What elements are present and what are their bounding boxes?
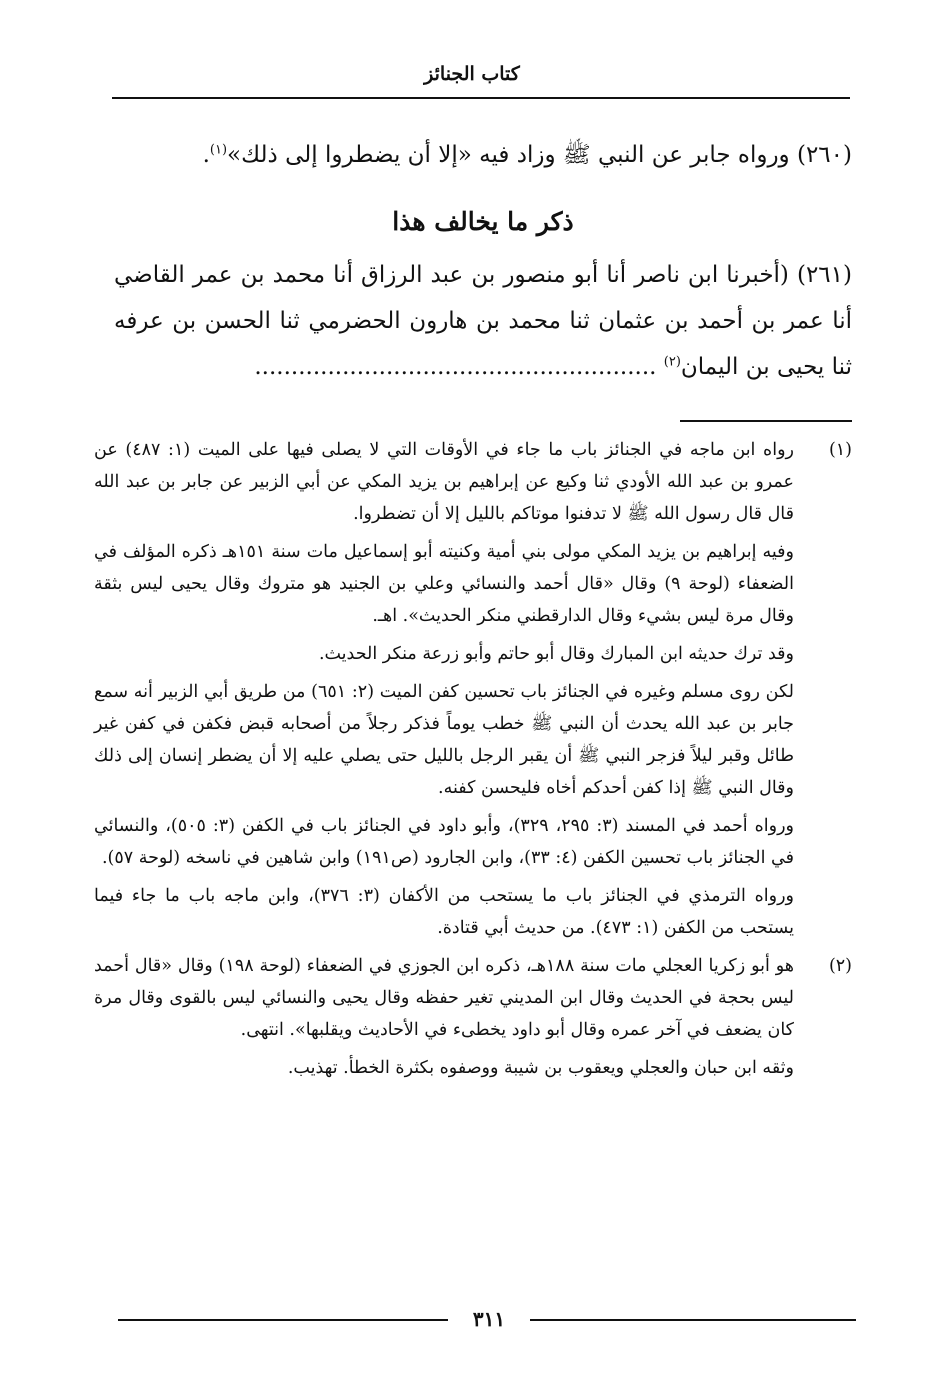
- hadith-261: [114, 252, 852, 390]
- footnote-1-para: وقد ترك حديثه ابن المبارك وقال أبو حاتم وأبو زرعة منكر الحديث.: [318, 644, 794, 664]
- header-rule: [112, 97, 850, 99]
- footnote-ref-1[interactable]: (١): [209, 142, 228, 158]
- footer-rule-left: [118, 1319, 448, 1321]
- section-heading: ذكر ما يخالف هذا: [392, 207, 574, 236]
- footnote-1-para: لكن روى مسلم وغيره في الجنائز باب تحسين كفن الميت (٢: ٦٥١) من طريق أبي الزبير أنه سمع جابر بن عبد الله يحدث أن النبي ﷺ خطب يوماً فذكر رجلاً من أصحابه قبض فكفن في كفن غير طائل وقبر ليلاً فزجر النبي ﷺ أن يقبر الرجل بالليل حتى يصلي عليه إلا أن يضطر إنسان إلى ذلك وقال النبي ﷺ إذا كفن أحدكم أخاه فليحسن كفنه.: [94, 682, 794, 798]
- footnote-2-para: هو أبو زكريا العجلي مات سنة ١٨٨هـ، ذكره ابن الجوزي في الضعفاء (لوحة ١٩٨) وقال «قال أحمد ليس بحجة في الحديث وقال ابن المديني تغير حفظه وقال يحيى والنسائي ليس بالقوى وقال مرة كان يضعف في آخر عمره وقال أبو داود يخطىء في الأحاديث ويقلبها». انتهى.: [94, 956, 794, 1040]
- continuation-dots: .......................................................: [254, 354, 657, 380]
- hadith-260-end: .: [202, 142, 210, 168]
- hadith-260-text: (٢٦٠) ورواه جابر عن النبي ﷺ وزاد فيه «إلا أن يضطروا إلى ذلك»: [227, 142, 852, 168]
- footnote-2-para: وثقه ابن حبان والعجلي ويعقوب بن شيبة ووصفوه بكثرة الخطأ. تهذيب.: [287, 1058, 794, 1078]
- footnote-separator: [680, 420, 852, 422]
- footnote-1-para: وفيه إبراهيم بن يزيد المكي مولى بني أمية وكنيته أبو إسماعيل مات سنة ١٥١هـ ذكره المؤلف في الضعفاء (لوحة ٩) وقال «قال أحمد والنسائي وعلي بن الجنيد هو متروك وقال يحيى ليس بثقة وقال مرة ليس بشيء وقال الدارقطني منكر الحديث». اهـ.: [94, 542, 795, 626]
- footnote-1: [94, 434, 852, 944]
- footnote-1-number: (١): [828, 440, 852, 460]
- footer-rule-right: [530, 1319, 856, 1321]
- footnotes: [94, 434, 852, 1090]
- footnote-1-para: ورواه أحمد في المسند (٣: ٢٩٥، ٣٢٩)، وأبو داود في الجنائز باب في الكفن (٣: ٥٠٥)، والنسائي في الجنائز باب تحسين الكفن (٤: ٣٣)، وابن الجارود (ص١٩١) وابن شاهين في ناسخه (لوحة ٥٧).: [94, 816, 794, 868]
- hadith-260: [114, 132, 852, 178]
- running-header: كتاب الجنائز: [424, 63, 520, 85]
- footnote-ref-2[interactable]: (٢): [663, 354, 681, 370]
- footnote-1-para: ورواه الترمذي في الجنائز باب ما يستحب من الأكفان (٣: ٣٧٦)، وابن ماجه باب ما جاء فيما يستحب من الكفن (١: ٤٧٣). من حديث أبي قتادة.: [94, 886, 795, 938]
- footnote-2-number: (٢): [828, 956, 852, 976]
- footnote-2: [94, 950, 852, 1084]
- footnote-1-para: رواه ابن ماجه في الجنائز باب ما جاء في الأوقات التي لا يصلى فيها على الميت (١: ٤٨٧) عن عمرو بن عبد الله الأودي ثنا وكيع عن إبراهيم بن يزيد المكي عن أبي الزبير عن جابر بن عبد الله قال قال رسول الله ﷺ لا تدفنوا موتاكم بالليل إلا أن تضطروا.: [94, 440, 794, 524]
- main-text: [114, 132, 852, 390]
- hadith-261-text: (٢٦١) (أخبرنا ابن ناصر أنا أبو منصور بن عبد الرزاق أنا محمد بن عمر القاضي أنا عمر بن أحمد بن عثمان ثنا محمد بن هارون الحضرمي ثنا الحسن بن عرفه ثنا يحيى بن اليمان: [114, 262, 852, 380]
- page-number: ٣١١: [472, 1307, 506, 1331]
